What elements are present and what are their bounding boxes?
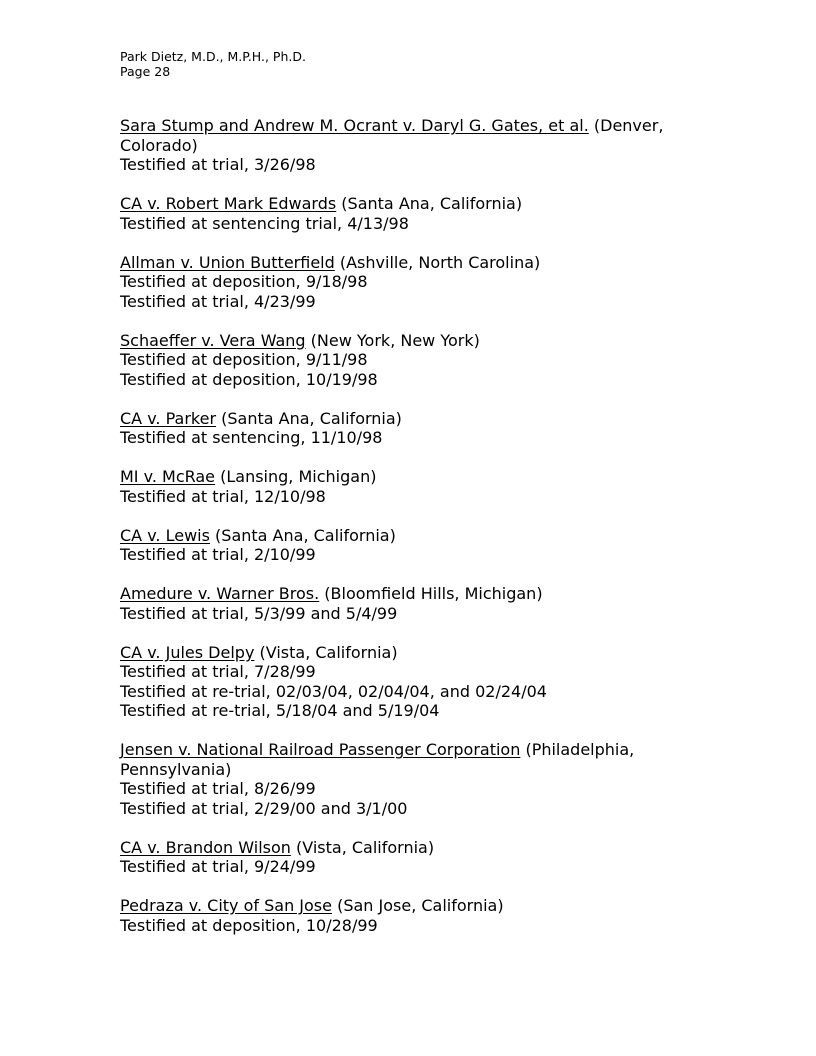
case-heading xyxy=(120,253,700,273)
case-name: Schaeffer v. Vera Wang xyxy=(120,330,306,350)
case-heading xyxy=(120,526,700,546)
case-name: Allman v. Union Butterfield xyxy=(120,252,335,272)
case-name: Amedure v. Warner Bros. xyxy=(120,584,320,603)
case-entry xyxy=(120,194,700,233)
case-entry xyxy=(120,253,700,312)
case-location: (New York, New York) xyxy=(305,330,480,350)
case-name: CA v. Robert Mark Edwards xyxy=(120,194,337,213)
case-entry xyxy=(120,409,700,448)
testimony-line: Testified at re-trial, 5/18/04 and 5/19/04 xyxy=(120,701,440,720)
case-entry xyxy=(120,896,700,935)
page-number: Page 28 xyxy=(120,64,171,79)
case-location: (Lansing, Michigan) xyxy=(215,467,377,486)
case-name: Jensen v. National Railroad Passenger Corporation xyxy=(120,740,521,759)
testimony-line: Testified at deposition, 9/11/98 xyxy=(120,350,368,369)
testimony-list xyxy=(120,116,700,955)
testimony-line: Testified at sentencing trial, 4/13/98 xyxy=(120,213,409,233)
case-entry xyxy=(120,838,700,877)
testimony-line: Testified at trial, 2/29/00 and 3/1/00 xyxy=(120,798,408,818)
testimony-line: Testified at trial, 9/24/99 xyxy=(120,857,316,876)
case-name: Pedraza v. City of San Jose xyxy=(120,896,332,915)
testimony-line: Testified at trial, 5/3/99 and 5/4/99 xyxy=(120,603,398,623)
case-location: (Santa Ana, California) xyxy=(209,525,396,545)
case-name: CA v. Parker xyxy=(120,408,217,428)
case-location: (Ashville, North Carolina) xyxy=(334,252,541,272)
case-heading xyxy=(120,116,700,155)
testimony-line: Testified at sentencing, 11/10/98 xyxy=(120,428,383,447)
case-entry xyxy=(120,467,700,506)
case-location: (Santa Ana, California) xyxy=(216,408,402,428)
case-name: CA v. Lewis xyxy=(120,525,210,545)
testimony-line: Testified at deposition, 10/19/98 xyxy=(120,369,378,389)
case-entry xyxy=(120,584,700,623)
testimony-line: Testified at trial, 8/26/99 xyxy=(120,779,316,798)
case-entry xyxy=(120,643,700,721)
case-location: (San Jose, California) xyxy=(331,896,504,915)
case-location: (Santa Ana, California) xyxy=(336,194,523,213)
author-line: Park Dietz, M.D., M.P.H., Ph.D. xyxy=(120,49,306,64)
testimony-line: Testified at re-trial, 02/03/04, 02/04/04, and 02/24/04 xyxy=(120,681,547,701)
case-name: MI v. McRae xyxy=(120,467,216,486)
testimony-line: Testified at deposition, 9/18/98 xyxy=(120,272,368,291)
case-entry xyxy=(120,740,700,818)
case-heading xyxy=(120,896,700,916)
testimony-line: Testified at trial, 3/26/98 xyxy=(120,155,316,174)
case-name: CA v. Brandon Wilson xyxy=(120,837,291,857)
case-name: CA v. Jules Delpy xyxy=(120,642,255,662)
case-heading xyxy=(120,643,700,663)
testimony-line: Testified at trial, 12/10/98 xyxy=(120,486,326,506)
case-entry xyxy=(120,116,700,175)
case-location: (Vista, California) xyxy=(254,642,398,662)
case-heading xyxy=(120,331,700,351)
case-heading xyxy=(120,409,700,429)
case-entry xyxy=(120,331,700,390)
page-header xyxy=(120,49,306,79)
case-heading xyxy=(120,467,700,487)
testimony-line: Testified at deposition, 10/28/99 xyxy=(120,915,378,935)
testimony-line: Testified at trial, 2/10/99 xyxy=(120,545,316,564)
case-location: (Philadelphia, Pennsylvania) xyxy=(120,740,635,779)
case-heading xyxy=(120,740,700,779)
case-entry xyxy=(120,526,700,565)
case-name: Sara Stump and Andrew M. Ocrant v. Daryl G. Gates, et al. xyxy=(120,116,589,135)
case-heading xyxy=(120,194,700,214)
case-location: (Vista, California) xyxy=(290,837,435,857)
testimony-line: Testified at trial, 4/23/99 xyxy=(120,291,316,311)
testimony-line: Testified at trial, 7/28/99 xyxy=(120,662,316,681)
case-heading xyxy=(120,584,700,604)
case-heading xyxy=(120,838,700,858)
case-location: (Bloomfield Hills, Michigan) xyxy=(319,584,543,603)
case-location: (Denver, Colorado) xyxy=(120,116,664,155)
